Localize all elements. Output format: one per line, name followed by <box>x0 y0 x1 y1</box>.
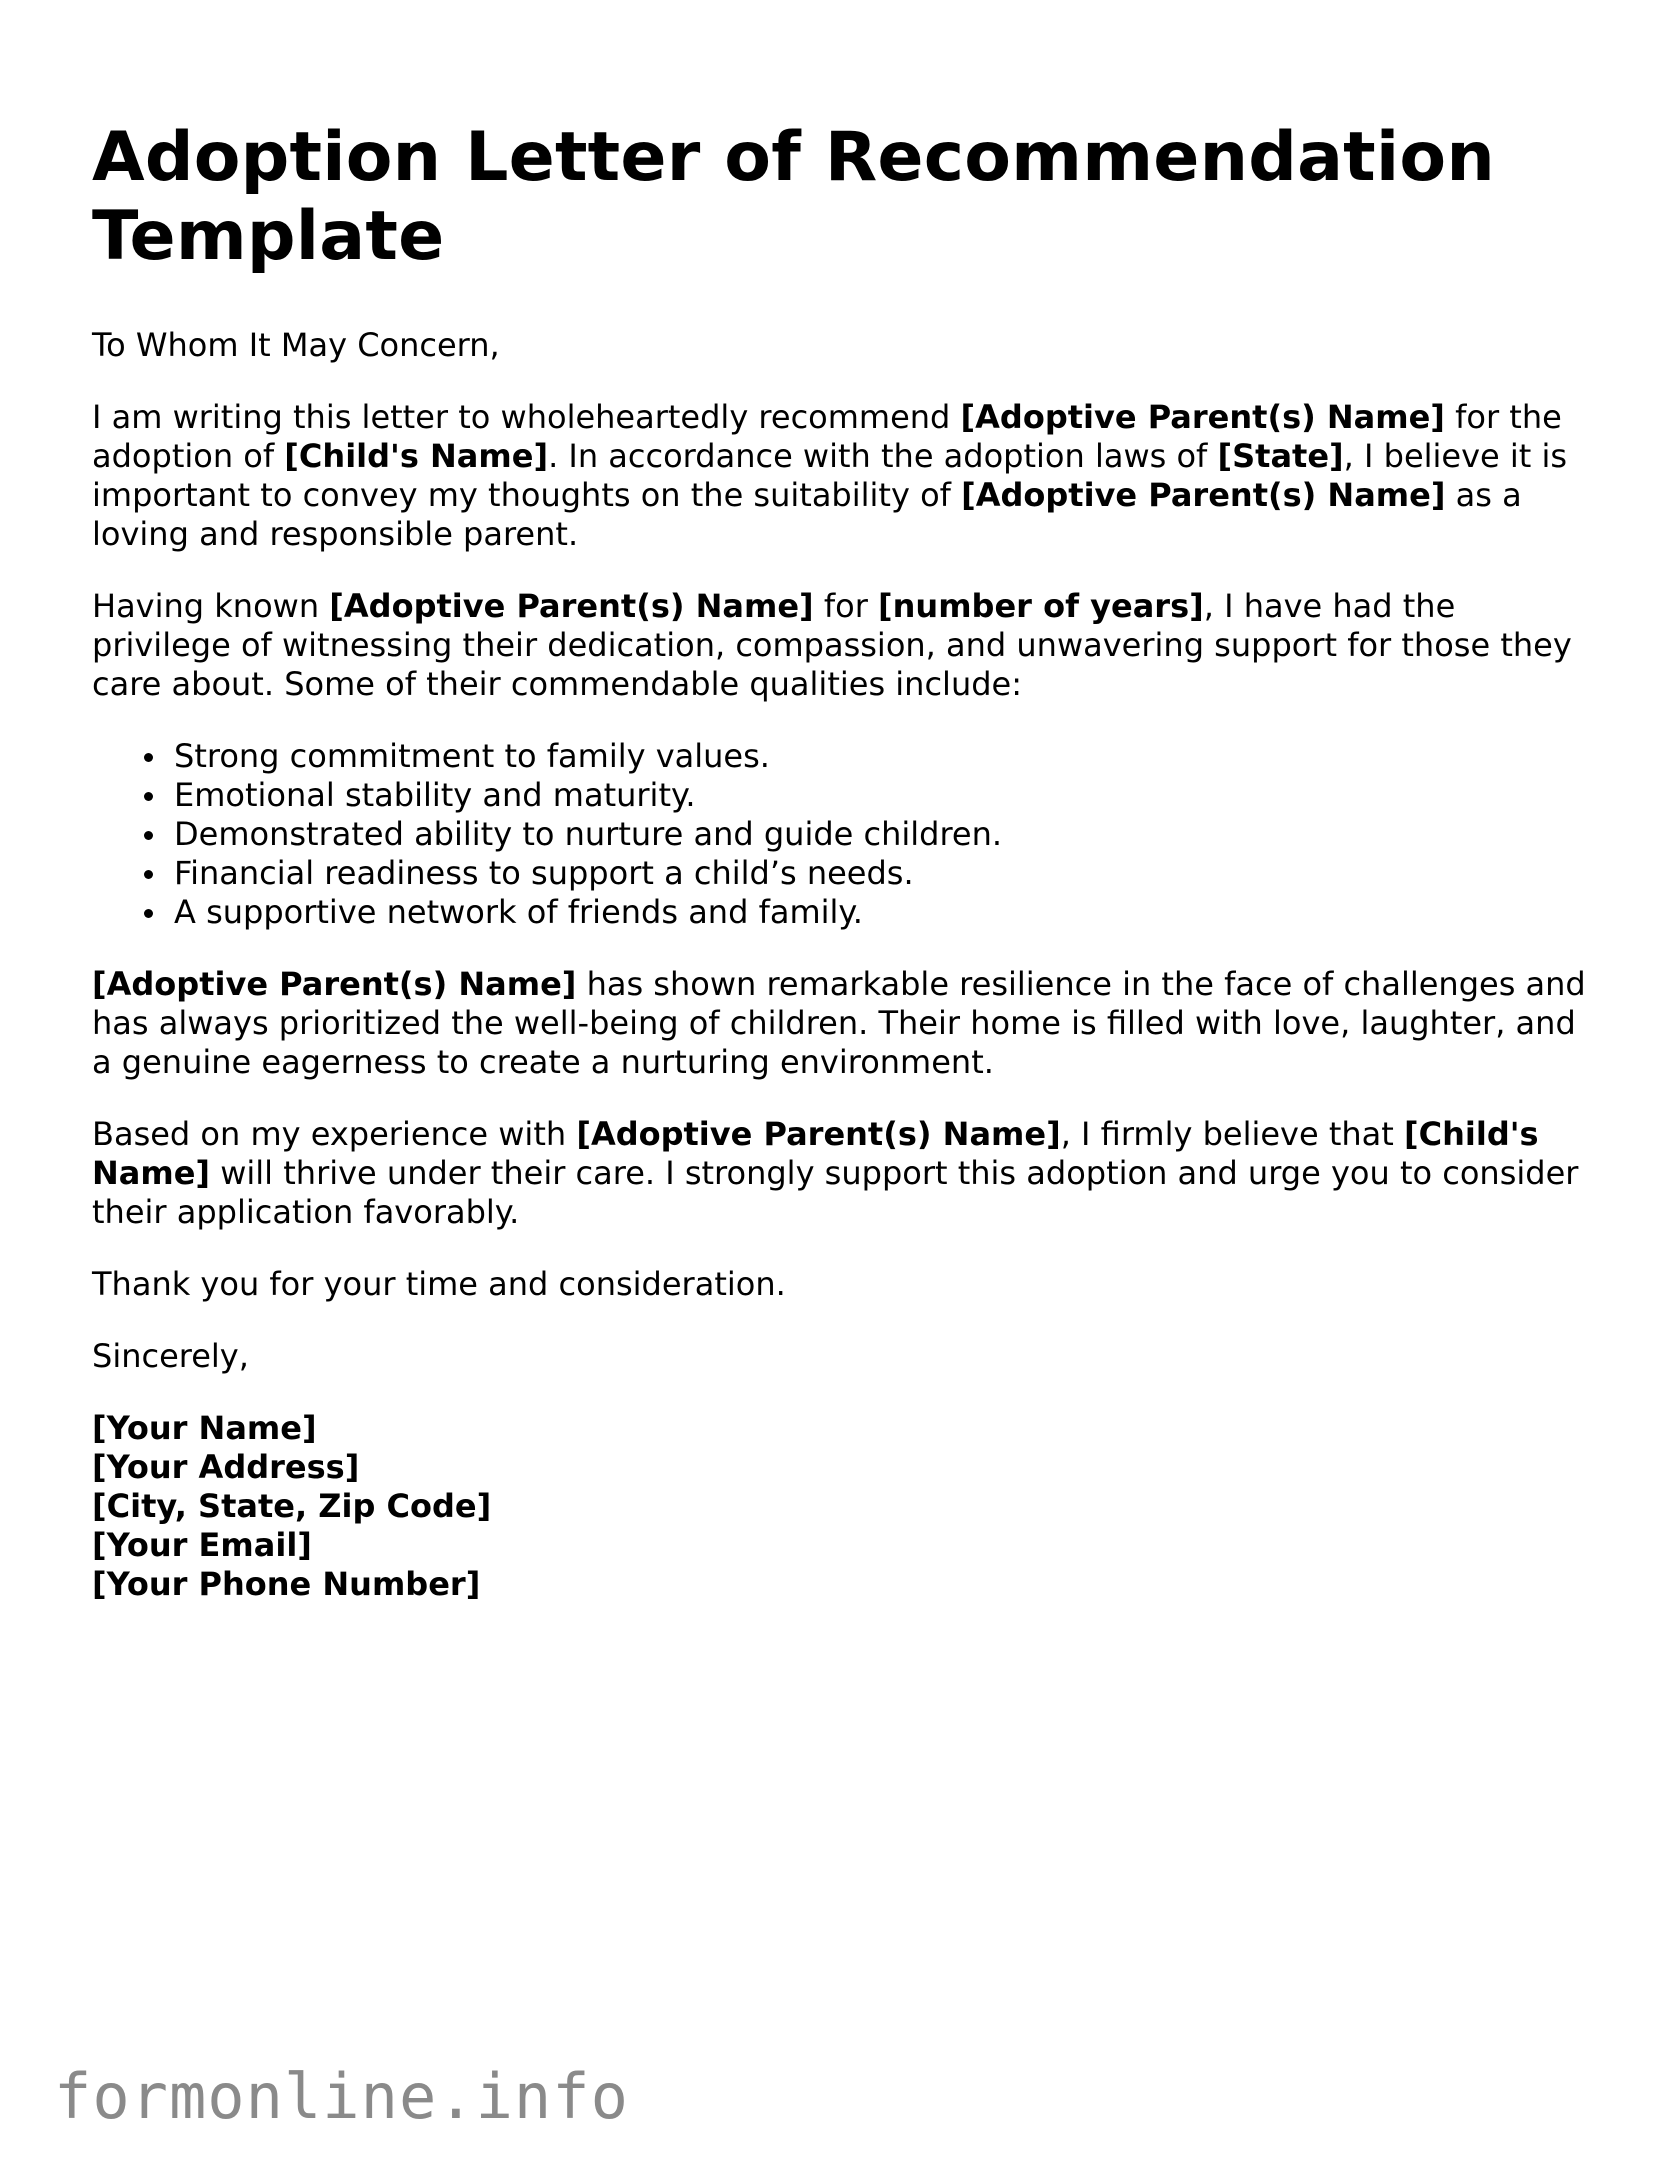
list-item: Emotional stability and maturity. <box>174 776 1592 815</box>
closing: Sincerely, <box>92 1337 249 1375</box>
placeholder-state: [State] <box>1217 437 1344 475</box>
intro-text-4: , I believe it is important to convey my thoughts on the suitability of <box>92 437 1568 514</box>
placeholder-adoptive-parent-name: [Adoptive Parent(s) Name] <box>92 965 577 1003</box>
signature-city: [City, State, Zip Code] <box>92 1487 492 1525</box>
resilience-paragraph <box>92 965 1592 1082</box>
signature-email: [Your Email] <box>92 1526 312 1564</box>
watermark: formonline.info <box>54 2060 629 2133</box>
signature-phone: [Your Phone Number] <box>92 1565 481 1603</box>
intro-paragraph <box>92 398 1592 554</box>
qualities-list <box>92 737 1592 932</box>
placeholder-adoptive-parent-name: [Adoptive Parent(s) Name] <box>576 1115 1061 1153</box>
conclusion-text-2: , I firmly believe that <box>1060 1115 1404 1153</box>
list-item: Demonstrated ability to nurture and guide children. <box>174 815 1592 854</box>
placeholder-child-name: [Child's Name] <box>284 437 549 475</box>
conclusion-text-1: Based on my experience with <box>92 1115 577 1153</box>
intro-text-3: . In accordance with the adoption laws of <box>548 437 1218 475</box>
placeholder-number-of-years: [number of years] <box>878 587 1204 625</box>
list-item: A supportive network of friends and family. <box>174 893 1592 932</box>
list-item: Financial readiness to support a child’s needs. <box>174 854 1592 893</box>
acquaintance-paragraph <box>92 587 1592 704</box>
letter-document <box>92 118 1592 1604</box>
signature-name: [Your Name] <box>92 1409 317 1447</box>
intro-text-1: I am writing this letter to wholeheartedly recommend <box>92 398 961 436</box>
thanks-paragraph: Thank you for your time and consideration. <box>92 1265 786 1303</box>
signature-block <box>92 1409 1592 1604</box>
page-title: Adoption Letter of Recommendation Template <box>92 118 1495 276</box>
list-item: Strong commitment to family values. <box>174 737 1592 776</box>
placeholder-adoptive-parent-name: [Adoptive Parent(s) Name] <box>329 587 814 625</box>
placeholder-adoptive-parent-name: [Adoptive Parent(s) Name] <box>961 476 1446 514</box>
conclusion-paragraph <box>92 1115 1592 1232</box>
placeholder-adoptive-parent-name: [Adoptive Parent(s) Name] <box>960 398 1445 436</box>
intro-text-2: for the adoption of <box>92 398 1562 475</box>
acquaintance-text-2: for <box>813 587 879 625</box>
resilience-text: has shown remarkable resilience in the face of challenges and has always prioritized the well-being of children. Their home is filled with love, laughter, and a genuine eagerness to create a nurturing environment. <box>92 965 1586 1081</box>
acquaintance-text-3: , I have had the privilege of witnessing their dedication, compassion, and unwavering support for those they care about. Some of their commendable qualities include: <box>92 587 1572 703</box>
acquaintance-text-1: Having known <box>92 587 330 625</box>
intro-text-5: as a loving and responsible parent. <box>92 476 1522 553</box>
conclusion-text-3: will thrive under their care. I strongly support this adoption and urge you to consider their application favorably. <box>92 1154 1579 1231</box>
placeholder-child-name: [Child's Name] <box>92 1115 1539 1192</box>
signature-address: [Your Address] <box>92 1448 360 1486</box>
salutation: To Whom It May Concern, <box>92 326 500 364</box>
